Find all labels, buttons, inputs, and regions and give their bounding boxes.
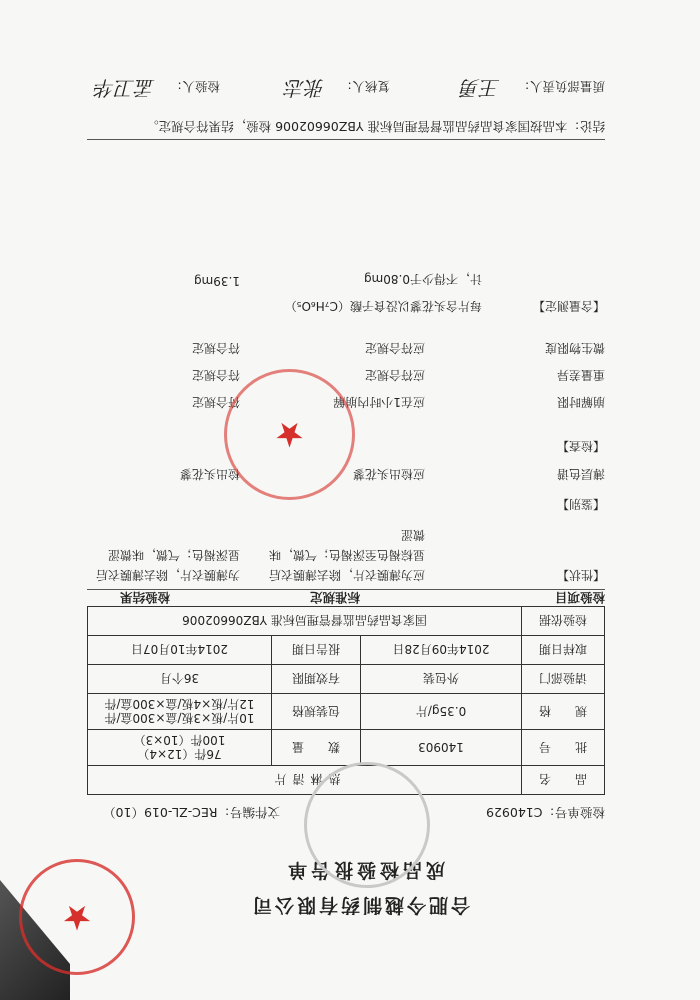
identify-res: 检出头花蓼 — [179, 467, 240, 481]
sample-date-value: 2014年09月28日 — [361, 636, 522, 665]
appearance-std-1: 应为薄膜衣片，除去薄膜衣后 — [268, 568, 425, 582]
basis-label: 检验依据 — [522, 607, 605, 636]
col-item-header: 检验项目 — [554, 590, 605, 605]
pack-label: 包装规格 — [272, 694, 361, 730]
check-std-1: 应在1小时内崩解 — [333, 395, 425, 409]
quantity-line-2: 100件（10×3） — [133, 733, 226, 748]
reviewer-signature: 张志 — [285, 76, 325, 100]
spec-label: 规 格 — [522, 694, 605, 730]
check-item-2: 重量差异 — [556, 368, 605, 382]
inspector-signature: 孟卫华 — [95, 76, 155, 100]
validity-value: 36个月 — [88, 665, 272, 694]
identify-std: 应检出头花蓼 — [352, 467, 425, 481]
report-date-value: 2014年10月07日 — [88, 636, 272, 665]
batch-label: 批 号 — [522, 730, 605, 766]
check-item-3: 微生物限度 — [544, 341, 605, 355]
stamp-star-icon: ★ — [274, 414, 305, 455]
assay-std-2: 计，不得少于0.80mg — [363, 272, 482, 286]
dept-value: 外包装 — [361, 665, 522, 694]
spec-value: 0.35g/片 — [361, 694, 522, 730]
section-check: 【检查】 — [556, 439, 605, 453]
quantity-label: 数 量 — [272, 730, 361, 766]
qc-seal-stamp — [224, 369, 355, 500]
qa-head-label: 质量部负责人： — [517, 79, 605, 94]
quantity-line-1: 76件（12×4） — [137, 747, 222, 762]
dept-label: 请验部门 — [522, 665, 605, 694]
assay-std-1: 每片含头花蓼以没食子酸（C₇H₆O₅） — [284, 299, 482, 313]
col-result-header: 检验结果 — [119, 590, 170, 605]
report-title: 成品检验报告单 — [283, 859, 445, 881]
qa-head-signature: 王勇 — [460, 76, 500, 100]
col-standard-header: 标准规定 — [309, 590, 360, 605]
faded-seal-stamp — [304, 762, 430, 888]
product-label: 品 名 — [522, 766, 605, 795]
section-identify: 【鉴别】 — [556, 497, 605, 511]
conclusion-divider — [87, 139, 605, 140]
validity-label: 有效期限 — [272, 665, 361, 694]
product-value: 热淋清片 — [88, 766, 522, 795]
appearance-res-1: 为薄膜衣片，除去薄膜衣后 — [95, 568, 240, 582]
section-assay: 【含量测定】 — [532, 299, 605, 313]
results-divider — [87, 589, 605, 590]
batch-value: 140903 — [361, 730, 522, 766]
assay-res: 1.39mg — [193, 274, 240, 288]
inspector-label: 检验人： — [169, 79, 220, 94]
check-item-1: 崩解时限 — [556, 395, 605, 409]
section-appearance: 【性状】 — [556, 568, 605, 582]
check-res-3: 符合规定 — [191, 341, 240, 355]
file-number: 文件编号：REC-ZL-019（10） — [103, 805, 280, 820]
check-std-3: 应符合规定 — [364, 341, 425, 355]
pack-line-2: 12片/板×4板/盒×300盒/件 — [104, 697, 255, 712]
pack-value — [88, 694, 272, 730]
check-res-2: 符合规定 — [191, 368, 240, 382]
pack-line-1: 10片/板×3板/盒×300盒/件 — [104, 711, 255, 726]
report-number: 检验单号：C140929 — [486, 805, 605, 820]
appearance-std-3: 微涩 — [400, 528, 425, 542]
company-seal-stamp — [19, 859, 135, 975]
reviewer-label: 复核人： — [339, 79, 390, 94]
identify-item: 薄层色谱 — [556, 467, 605, 481]
quantity-value — [88, 730, 272, 766]
appearance-res-2: 显深褐色；气微，味微涩 — [107, 548, 240, 562]
sample-date-label: 取样日期 — [522, 636, 605, 665]
conclusion-text: 结论：本品按国家食品药品监督管理局标准 YBZ06602006 检验，结果符合规定。 — [146, 119, 605, 134]
stamp-star-icon: ★ — [61, 897, 93, 937]
check-res-1: 符合规定 — [191, 395, 240, 409]
basis-value: 国家食品药品监督管理局标准 YBZ06602006 — [88, 607, 522, 636]
report-date-label: 报告日期 — [272, 636, 361, 665]
company-name: 合肥今越制药有限公司 — [249, 894, 470, 916]
appearance-std-2: 显棕褐色至深褐色；气微，味 — [268, 548, 425, 562]
check-std-2: 应符合规定 — [364, 368, 425, 382]
